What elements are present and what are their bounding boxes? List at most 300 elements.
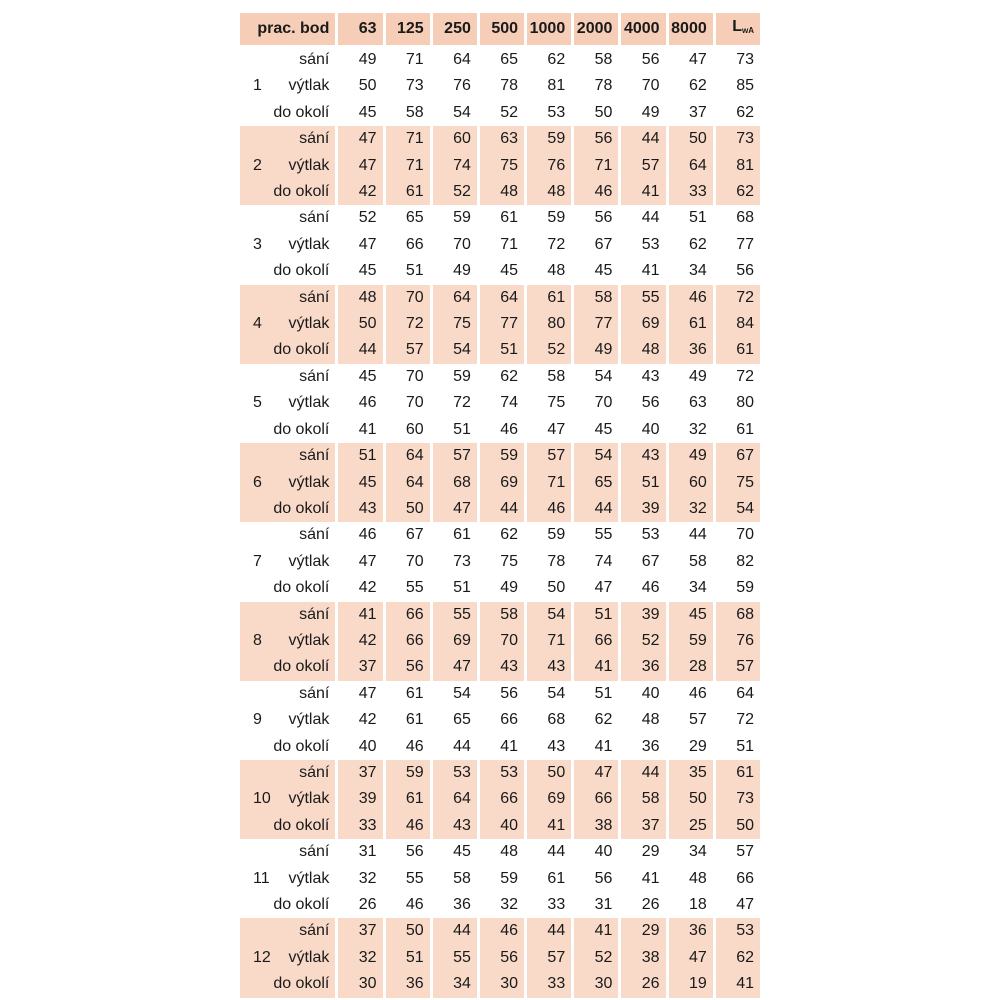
value-cell: 61 [524, 866, 571, 892]
value-cell: 47 [335, 549, 382, 575]
value-cell: 75 [477, 549, 524, 575]
value-cell: 64 [383, 443, 430, 469]
value-cell: 42 [335, 707, 382, 733]
row-label: do okolí [273, 816, 330, 834]
value-cell: 56 [383, 839, 430, 865]
value-cell: 40 [618, 681, 665, 707]
value-cell: 46 [477, 918, 524, 944]
value-cell: 48 [524, 179, 571, 205]
value-cell: 46 [571, 179, 618, 205]
value-cell: 51 [383, 945, 430, 971]
row-label-cell [240, 681, 335, 707]
value-cell: 49 [430, 258, 477, 284]
value-cell: 62 [666, 232, 713, 258]
value-cell: 72 [383, 311, 430, 337]
row-label: sání [299, 526, 330, 544]
value-cell: 76 [524, 153, 571, 179]
lwa-value-cell: 70 [713, 522, 760, 548]
value-cell: 70 [618, 73, 665, 99]
value-cell: 52 [618, 628, 665, 654]
lwa-value-cell: 61 [713, 760, 760, 786]
row-label: do okolí [273, 579, 330, 597]
value-cell: 73 [430, 549, 477, 575]
row-label: sání [299, 763, 330, 781]
table-row [240, 126, 760, 152]
table-row [240, 470, 760, 496]
value-cell: 61 [666, 311, 713, 337]
value-cell: 56 [477, 945, 524, 971]
value-cell: 71 [383, 153, 430, 179]
value-cell: 53 [524, 100, 571, 126]
value-cell: 76 [430, 73, 477, 99]
operating-point-number: 8 [253, 631, 262, 649]
value-cell: 56 [571, 205, 618, 231]
value-cell: 48 [477, 839, 524, 865]
value-cell: 42 [335, 179, 382, 205]
value-cell: 81 [524, 73, 571, 99]
value-cell: 41 [335, 602, 382, 628]
lwa-value-cell: 75 [713, 470, 760, 496]
value-cell: 37 [618, 813, 665, 839]
table-row [240, 258, 760, 284]
value-cell: 33 [666, 179, 713, 205]
value-cell: 48 [335, 285, 382, 311]
value-cell: 46 [666, 285, 713, 311]
row-label: výtlak [288, 869, 330, 887]
value-cell: 69 [430, 628, 477, 654]
row-label-cell [240, 839, 335, 865]
table-row [240, 786, 760, 812]
lwa-value-cell: 77 [713, 232, 760, 258]
value-cell: 78 [571, 73, 618, 99]
value-cell: 61 [383, 786, 430, 812]
value-cell: 41 [618, 866, 665, 892]
table-row [240, 337, 760, 363]
value-cell: 43 [477, 654, 524, 680]
row-label: do okolí [273, 499, 330, 517]
value-cell: 55 [571, 522, 618, 548]
value-cell: 68 [524, 707, 571, 733]
row-label-cell [240, 575, 335, 601]
value-cell: 47 [335, 681, 382, 707]
value-cell: 60 [383, 417, 430, 443]
value-cell: 50 [383, 496, 430, 522]
row-label: do okolí [273, 658, 330, 676]
row-label: do okolí [273, 420, 330, 438]
value-cell: 30 [335, 971, 382, 997]
value-cell: 50 [666, 786, 713, 812]
group-10 [240, 760, 760, 839]
operating-point-number: 1 [253, 77, 262, 95]
operating-point-number: 2 [253, 156, 262, 174]
value-cell: 50 [383, 918, 430, 944]
row-label-cell [240, 417, 335, 443]
header-lwa-main: L [732, 18, 742, 35]
value-cell: 70 [383, 285, 430, 311]
table-row [240, 443, 760, 469]
value-cell: 38 [618, 945, 665, 971]
value-cell: 59 [430, 364, 477, 390]
value-cell: 56 [477, 681, 524, 707]
group-7 [240, 522, 760, 601]
row-label-cell [240, 179, 335, 205]
value-cell: 58 [524, 364, 571, 390]
lwa-value-cell: 53 [713, 918, 760, 944]
value-cell: 58 [383, 100, 430, 126]
value-cell: 60 [430, 126, 477, 152]
value-cell: 66 [477, 786, 524, 812]
operating-point-number: 9 [253, 711, 262, 729]
lwa-value-cell: 61 [713, 417, 760, 443]
value-cell: 58 [666, 549, 713, 575]
value-cell: 64 [477, 285, 524, 311]
value-cell: 32 [335, 945, 382, 971]
row-label: výtlak [288, 156, 330, 174]
value-cell: 39 [618, 602, 665, 628]
header-freq-63: 63 [335, 13, 382, 47]
value-cell: 46 [618, 575, 665, 601]
value-cell: 66 [571, 628, 618, 654]
value-cell: 44 [430, 734, 477, 760]
value-cell: 64 [383, 470, 430, 496]
value-cell: 57 [618, 153, 665, 179]
value-cell: 61 [383, 707, 430, 733]
value-cell: 29 [618, 839, 665, 865]
value-cell: 44 [571, 496, 618, 522]
value-cell: 36 [666, 337, 713, 363]
value-cell: 33 [524, 971, 571, 997]
value-cell: 43 [430, 813, 477, 839]
row-label-cell [240, 100, 335, 126]
value-cell: 59 [430, 205, 477, 231]
value-cell: 65 [477, 47, 524, 73]
value-cell: 78 [524, 549, 571, 575]
value-cell: 44 [524, 839, 571, 865]
row-label-cell [240, 311, 335, 337]
value-cell: 65 [383, 205, 430, 231]
value-cell: 47 [335, 126, 382, 152]
value-cell: 75 [477, 153, 524, 179]
row-label-cell [240, 205, 335, 231]
value-cell: 62 [524, 47, 571, 73]
table-row [240, 945, 760, 971]
value-cell: 43 [618, 443, 665, 469]
value-cell: 48 [524, 258, 571, 284]
value-cell: 61 [477, 205, 524, 231]
lwa-value-cell: 68 [713, 602, 760, 628]
value-cell: 54 [430, 681, 477, 707]
row-label: sání [299, 684, 330, 702]
value-cell: 25 [666, 813, 713, 839]
value-cell: 63 [666, 390, 713, 416]
table-row [240, 866, 760, 892]
row-label-cell [240, 866, 335, 892]
value-cell: 38 [571, 813, 618, 839]
value-cell: 48 [477, 179, 524, 205]
value-cell: 46 [335, 522, 382, 548]
value-cell: 54 [524, 602, 571, 628]
value-cell: 66 [571, 786, 618, 812]
value-cell: 37 [666, 100, 713, 126]
group-4 [240, 285, 760, 364]
table-row [240, 496, 760, 522]
value-cell: 49 [666, 364, 713, 390]
value-cell: 49 [571, 337, 618, 363]
table-row [240, 522, 760, 548]
group-6 [240, 443, 760, 522]
value-cell: 71 [524, 628, 571, 654]
lwa-value-cell: 68 [713, 205, 760, 231]
row-label: sání [299, 605, 330, 623]
value-cell: 18 [666, 892, 713, 918]
table-row [240, 285, 760, 311]
value-cell: 28 [666, 654, 713, 680]
value-cell: 58 [618, 786, 665, 812]
lwa-value-cell: 73 [713, 126, 760, 152]
value-cell: 59 [666, 628, 713, 654]
value-cell: 58 [571, 47, 618, 73]
value-cell: 56 [618, 390, 665, 416]
value-cell: 78 [477, 73, 524, 99]
value-cell: 45 [666, 602, 713, 628]
value-cell: 39 [618, 496, 665, 522]
lwa-value-cell: 64 [713, 681, 760, 707]
lwa-value-cell: 72 [713, 285, 760, 311]
row-label: do okolí [273, 896, 330, 913]
value-cell: 49 [477, 575, 524, 601]
value-cell: 34 [666, 575, 713, 601]
value-cell: 70 [383, 549, 430, 575]
table-row [240, 311, 760, 337]
value-cell: 62 [571, 707, 618, 733]
value-cell: 51 [571, 602, 618, 628]
lwa-value-cell: 67 [713, 443, 760, 469]
value-cell: 44 [477, 496, 524, 522]
row-label-cell [240, 153, 335, 179]
value-cell: 51 [477, 337, 524, 363]
value-cell: 71 [477, 232, 524, 258]
table-row [240, 892, 760, 918]
value-cell: 47 [666, 47, 713, 73]
lwa-value-cell: 72 [713, 707, 760, 733]
row-label: do okolí [273, 103, 330, 121]
value-cell: 68 [430, 470, 477, 496]
value-cell: 50 [524, 760, 571, 786]
value-cell: 67 [383, 522, 430, 548]
lwa-value-cell: 81 [713, 153, 760, 179]
value-cell: 61 [383, 681, 430, 707]
value-cell: 32 [666, 417, 713, 443]
value-cell: 50 [666, 126, 713, 152]
value-cell: 37 [335, 760, 382, 786]
row-label: do okolí [273, 183, 330, 201]
group-9 [240, 681, 760, 760]
value-cell: 70 [430, 232, 477, 258]
header-lwa [713, 13, 760, 47]
value-cell: 35 [666, 760, 713, 786]
value-cell: 51 [571, 681, 618, 707]
value-cell: 45 [477, 258, 524, 284]
value-cell: 59 [524, 205, 571, 231]
row-label: výtlak [288, 790, 330, 808]
table-row [240, 179, 760, 205]
header-freq-1000: 1000 [524, 13, 571, 47]
lwa-value-cell: 84 [713, 311, 760, 337]
value-cell: 32 [477, 892, 524, 918]
table-row [240, 364, 760, 390]
row-label-cell [240, 285, 335, 311]
value-cell: 31 [571, 892, 618, 918]
value-cell: 26 [335, 892, 382, 918]
value-cell: 51 [335, 443, 382, 469]
value-cell: 52 [571, 945, 618, 971]
value-cell: 53 [618, 522, 665, 548]
row-label: sání [299, 843, 330, 861]
value-cell: 31 [335, 839, 382, 865]
value-cell: 48 [666, 866, 713, 892]
value-cell: 44 [666, 522, 713, 548]
row-label: do okolí [273, 341, 330, 359]
value-cell: 29 [666, 734, 713, 760]
value-cell: 49 [335, 47, 382, 73]
value-cell: 46 [383, 734, 430, 760]
value-cell: 42 [335, 575, 382, 601]
value-cell: 33 [335, 813, 382, 839]
value-cell: 33 [524, 892, 571, 918]
value-cell: 36 [430, 892, 477, 918]
row-label-cell [240, 971, 335, 997]
table-row [240, 971, 760, 997]
row-label-cell [240, 364, 335, 390]
table-row [240, 628, 760, 654]
value-cell: 74 [430, 153, 477, 179]
value-cell: 74 [477, 390, 524, 416]
value-cell: 56 [571, 126, 618, 152]
table-row [240, 390, 760, 416]
value-cell: 30 [477, 971, 524, 997]
table-row [240, 100, 760, 126]
value-cell: 59 [477, 443, 524, 469]
row-label: sání [299, 130, 330, 148]
value-cell: 56 [618, 47, 665, 73]
table-row [240, 654, 760, 680]
value-cell: 36 [618, 654, 665, 680]
table-row [240, 575, 760, 601]
row-label: výtlak [288, 235, 330, 253]
value-cell: 45 [430, 839, 477, 865]
value-cell: 41 [571, 918, 618, 944]
header-freq-2000: 2000 [571, 13, 618, 47]
value-cell: 69 [477, 470, 524, 496]
table-row [240, 681, 760, 707]
row-label-cell [240, 918, 335, 944]
value-cell: 42 [335, 628, 382, 654]
value-cell: 41 [571, 734, 618, 760]
lwa-value-cell: 51 [713, 734, 760, 760]
lwa-value-cell: 73 [713, 47, 760, 73]
row-label-cell [240, 892, 335, 918]
value-cell: 69 [524, 786, 571, 812]
value-cell: 58 [477, 602, 524, 628]
value-cell: 29 [618, 918, 665, 944]
table-row [240, 417, 760, 443]
value-cell: 45 [571, 258, 618, 284]
value-cell: 41 [477, 734, 524, 760]
row-label-cell [240, 707, 335, 733]
operating-point-number: 10 [253, 790, 271, 808]
value-cell: 66 [477, 707, 524, 733]
value-cell: 32 [335, 866, 382, 892]
value-cell: 69 [618, 311, 665, 337]
value-cell: 55 [430, 602, 477, 628]
row-label-cell [240, 258, 335, 284]
value-cell: 34 [430, 971, 477, 997]
value-cell: 46 [524, 496, 571, 522]
header-freq-125: 125 [383, 13, 430, 47]
value-cell: 59 [477, 866, 524, 892]
lwa-value-cell: 62 [713, 945, 760, 971]
table-row [240, 47, 760, 73]
value-cell: 52 [524, 337, 571, 363]
value-cell: 19 [666, 971, 713, 997]
value-cell: 62 [666, 73, 713, 99]
value-cell: 67 [618, 549, 665, 575]
lwa-value-cell: 62 [713, 179, 760, 205]
operating-point-number: 7 [253, 552, 262, 570]
value-cell: 71 [383, 126, 430, 152]
value-cell: 64 [430, 285, 477, 311]
lwa-value-cell: 59 [713, 575, 760, 601]
row-label-cell [240, 126, 335, 152]
lwa-value-cell: 80 [713, 390, 760, 416]
row-label-cell [240, 602, 335, 628]
lwa-value-cell: 50 [713, 813, 760, 839]
group-8 [240, 602, 760, 681]
row-label-cell [240, 47, 335, 73]
row-label-cell [240, 945, 335, 971]
value-cell: 49 [618, 100, 665, 126]
value-cell: 34 [666, 258, 713, 284]
value-cell: 50 [524, 575, 571, 601]
value-cell: 52 [477, 100, 524, 126]
value-cell: 41 [524, 813, 571, 839]
value-cell: 51 [666, 205, 713, 231]
value-cell: 62 [477, 364, 524, 390]
value-cell: 40 [571, 839, 618, 865]
value-cell: 77 [571, 311, 618, 337]
value-cell: 75 [430, 311, 477, 337]
value-cell: 45 [571, 417, 618, 443]
value-cell: 54 [430, 100, 477, 126]
row-label: sání [299, 209, 330, 227]
value-cell: 58 [571, 285, 618, 311]
header-freq-250: 250 [430, 13, 477, 47]
table-row [240, 839, 760, 865]
row-label: výtlak [288, 315, 330, 333]
value-cell: 57 [524, 443, 571, 469]
value-cell: 65 [571, 470, 618, 496]
value-cell: 59 [383, 760, 430, 786]
table-row [240, 602, 760, 628]
value-cell: 72 [430, 390, 477, 416]
value-cell: 50 [335, 73, 382, 99]
value-cell: 57 [430, 443, 477, 469]
value-cell: 46 [666, 681, 713, 707]
operating-point-number: 3 [253, 235, 262, 253]
value-cell: 46 [477, 417, 524, 443]
value-cell: 36 [618, 734, 665, 760]
value-cell: 36 [383, 971, 430, 997]
